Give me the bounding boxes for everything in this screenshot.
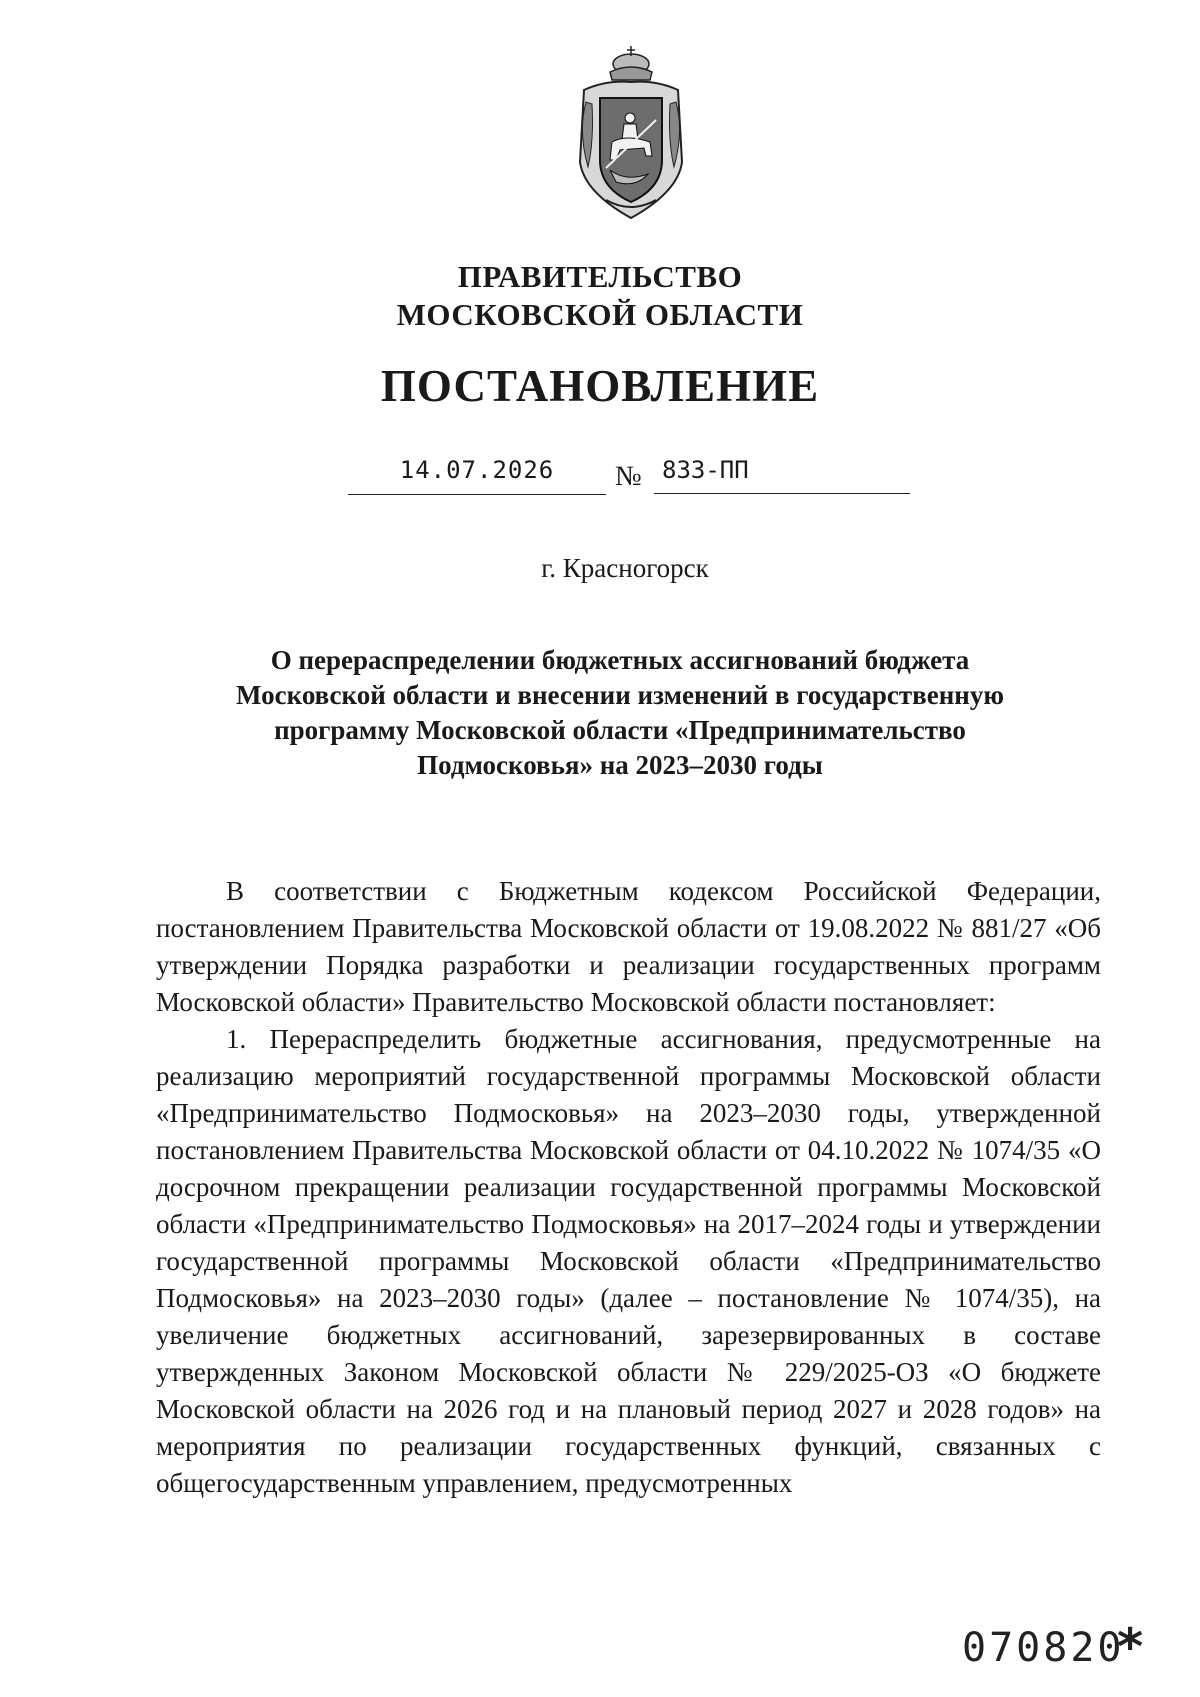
subject-line-3: программу Московской области «Предпринимательство — [274, 715, 966, 745]
document-type-title: ПОСТАНОВЛЕНИЕ — [380, 361, 820, 411]
registration-row — [0, 450, 1200, 500]
coat-of-arms-icon — [566, 42, 696, 222]
document-subject — [190, 643, 1050, 783]
body-paragraph-preamble: В соответствии с Бюджетным кодексом Российской Федерации, постановлением Правительства Московской области от 19.08.2022 № 881/27 «Об утверждении Порядка разработки и реализации государственных программ Московской области» Правительство Московской области постановляет: — [156, 876, 1101, 1017]
document-body — [156, 873, 1101, 1502]
number-sign: № — [615, 461, 642, 492]
registration-stamp-mark: * — [1117, 1618, 1144, 1676]
authority-line-2: МОСКОВСКОЙ ОБЛАСТИ — [396, 297, 804, 332]
registration-stamp-code: 070820 — [962, 1625, 1125, 1671]
city-of-issue: г. Красногорск — [541, 553, 709, 583]
subject-line-2: Московской области и внесении изменений в государственную — [236, 680, 1004, 710]
subject-line-1: О перераспределении бюджетных ассигнований бюджета — [270, 645, 970, 675]
subject-line-4: Подмосковья» на 2023–2030 годы — [417, 750, 823, 780]
document-date: 14.07.2026 — [348, 450, 606, 495]
issuing-authority — [0, 258, 1200, 334]
document-number: 833-ПП — [654, 450, 910, 494]
authority-line-1: ПРАВИТЕЛЬСТВО — [457, 259, 743, 294]
body-paragraph-item-1: 1. Перераспределить бюджетные ассигнования, предусмотренные на реализацию мероприятий государственной программы Московской области «Предпринимательство Подмосковья» на 2023–2030 годы, утвержденной постановлением Правительства Московской области от 04.10.2022 № 1074/35 «О досрочном прекращении реализации государственной программы Московской области «Предпринимательство Подмосковья» на 2017–2024 годы и утверждении государственной программы Московской области «Предпринимательство Подмосковья» на 2023–2030 годы» (далее – постановление № 1074/35), на увеличение бюджетных ассигнований, зарезервированных в составе утвержденных Законом Московской области № 229/2025-ОЗ «О бюджете Московской области на 2026 год и на плановый период 2027 и 2028 годов» на мероприятия по реализации государственных функций, связанных с общегосударственным управлением, предусмотренных — [156, 1024, 1101, 1498]
